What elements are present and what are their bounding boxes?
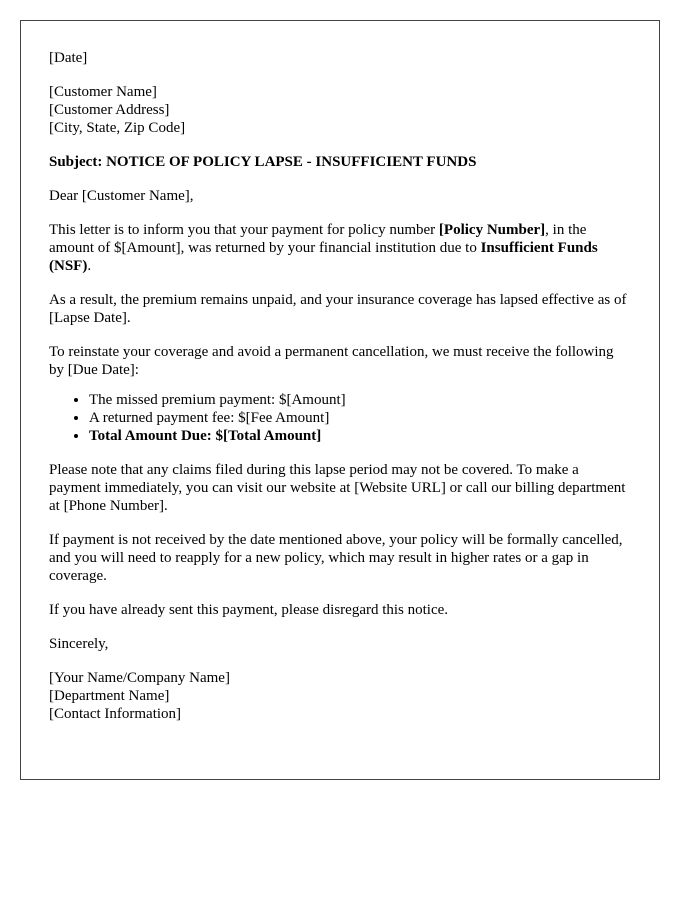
list-item-total-due: • Total Amount Due: $[Total Amount]	[89, 427, 631, 445]
list-item-returned-fee: • A returned payment fee: $[Fee Amount]	[89, 409, 631, 427]
customer-name: [Customer Name]	[49, 84, 157, 100]
customer-address: [Customer Address]	[49, 102, 170, 118]
paragraph-text: .	[87, 258, 92, 274]
paragraph-cancellation-warning	[49, 531, 631, 585]
signature-block	[49, 669, 631, 723]
paragraph-claims-notice	[49, 461, 631, 515]
greeting-text: Dear [Customer Name],	[49, 188, 194, 204]
paragraph-text: This letter is to inform you that your payment for policy number	[49, 222, 439, 238]
recipient-address-block	[49, 83, 631, 137]
signature-department: [Department Name]	[49, 688, 170, 704]
nsf-reason: Insufficient Funds (NSF)	[49, 240, 598, 274]
policy-number: [Policy Number]	[438, 222, 546, 238]
paragraph-text: To reinstate your coverage and avoid a permanent cancellation, we must receive the following by [Due Date]:	[49, 344, 614, 378]
list-item-missed-premium: • The missed premium payment: $[Amount]	[89, 391, 631, 409]
letter-date: [Date]	[49, 50, 88, 66]
date-block	[49, 49, 631, 67]
paragraph-disregard	[49, 601, 631, 619]
signature-name: [Your Name/Company Name]	[49, 670, 230, 686]
paragraph-reinstate	[49, 343, 631, 379]
greeting	[49, 187, 631, 205]
amounts-due-list	[49, 391, 631, 445]
closing-text: Sincerely,	[49, 636, 109, 652]
paragraph-text: Please note that any claims filed during this lapse period may not be covered. To make a payment immediately, you can visit our website at [Website URL] or call our billing department at [Phone Number].	[49, 462, 626, 514]
subject-label: Subject:	[49, 154, 103, 170]
paragraph-text: As a result, the premium remains unpaid, and your insurance coverage has lapsed effective as of [Lapse Date].	[49, 292, 627, 326]
paragraph-text: If payment is not received by the date mentioned above, your policy will be formally cancelled, and you will need to reapply for a new policy, which may result in higher rates or a gap in coverage.	[49, 532, 623, 584]
paragraph-text: If you have already sent this payment, please disregard this notice.	[49, 602, 449, 618]
subject-text: NOTICE OF POLICY LAPSE - INSUFFICIENT FUNDS	[102, 154, 477, 170]
signature-contact: [Contact Information]	[49, 706, 182, 722]
subject-line	[49, 153, 631, 171]
closing	[49, 635, 631, 653]
city-state-zip: [City, State, Zip Code]	[49, 120, 186, 136]
letter-page	[20, 20, 660, 780]
paragraph-text: , in the amount of $[Amount], was returned by your financial institution due to	[49, 222, 587, 256]
paragraph-coverage-lapsed	[49, 291, 631, 327]
paragraph-payment-returned	[49, 221, 631, 275]
